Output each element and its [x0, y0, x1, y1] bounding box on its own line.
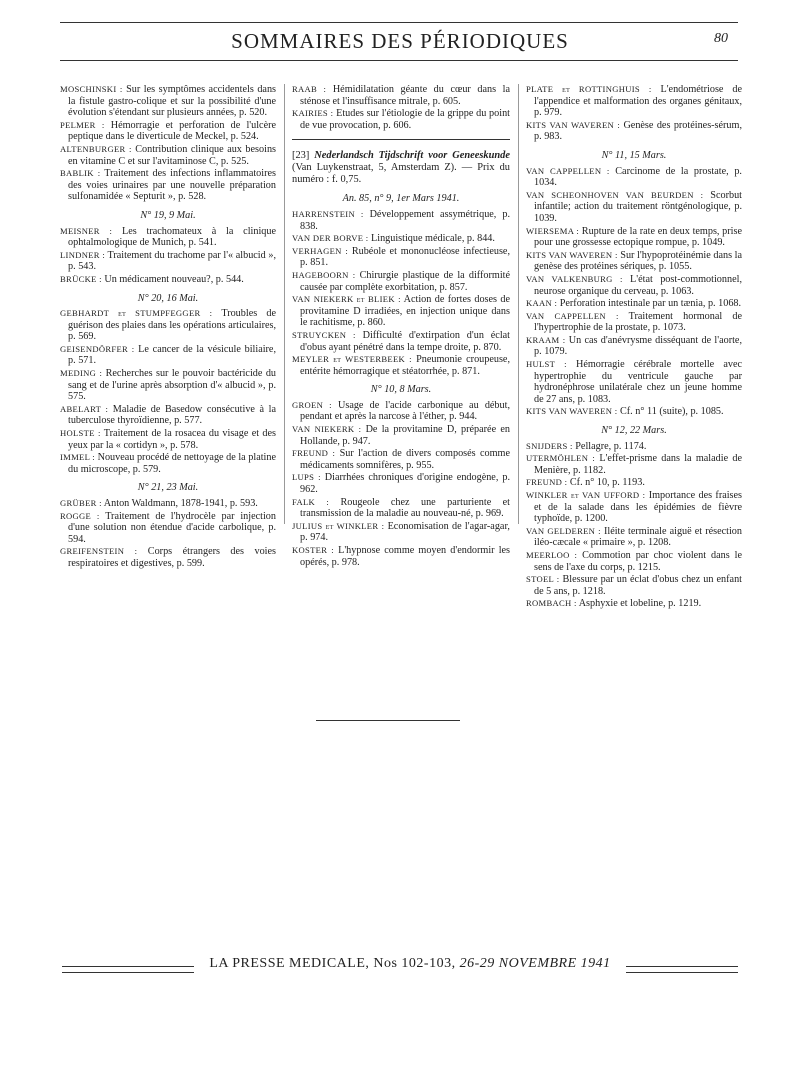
article-title: Difficulté d'extirpation d'un éclat d'obus ayant pénétré dans la tempe droite, p. 870. — [300, 329, 511, 353]
article-title: Hémorragie cérébrale mortelle avec hypertrophie du ventricule gauche par hydronéphrose unilatérale chez un jeune homme de 27 ans, p. 1083. — [534, 359, 743, 405]
article-title: Usage de l'acide carbonique au début, pendant et après la narcose à l'éther, p. 944. — [300, 399, 510, 423]
article-author: RAAB : — [292, 84, 327, 94]
article-author: HARRENSTEIN : — [292, 208, 364, 219]
article-author: MEDING : — [60, 368, 103, 379]
article-author: LINDNER : — [60, 249, 106, 260]
article-author: ABELART : — [60, 403, 109, 414]
article-title: Economisation de l'agar-agar, p. 974. — [300, 520, 510, 544]
article-author: PLATE et ROTTINGHUIS : — [526, 84, 652, 94]
issue-heading: N° 19, 9 Mai. — [140, 209, 196, 221]
article-author: WINKLER et VAN UFFORD : — [526, 490, 646, 500]
article-entry — [292, 233, 510, 245]
article-entry — [60, 404, 276, 427]
article-author: GEBHARDT et STUMPFEGGER : — [60, 308, 213, 319]
article-entry — [60, 452, 276, 475]
header-bottom-rule — [60, 60, 738, 61]
article-title: Le cancer de la vésicule biliaire, p. 571. — [68, 343, 277, 367]
article-title: Linguistique médicale, p. 844. — [371, 233, 495, 245]
column-divider-2 — [518, 84, 519, 524]
issue-heading: N° 10, 8 Mars. — [370, 384, 432, 396]
article-title: Nouveau procédé de nettoyage de la platine du microscope, p. 579. — [68, 452, 277, 475]
article-author: VAN CAPPELLEN : — [526, 165, 610, 176]
article-entry — [292, 108, 510, 131]
article-title: Troubles de guérison des plaies dans les opérations articulaires, p. 569. — [68, 308, 276, 343]
article-title: Etudes sur l'étiologie de la grippe du point de vue provocation, p. 606. — [300, 108, 510, 131]
article-entry — [60, 168, 276, 203]
column-2 — [292, 84, 510, 569]
article-entry — [526, 359, 742, 405]
article-author: HULST : — [526, 359, 567, 370]
article-title: Genèse des protéines-sérum, p. 983. — [534, 119, 742, 143]
article-title: Commotion par choc violent dans le sens de l'axe du corps, p. 1215. — [534, 549, 742, 573]
footer-rule-right — [626, 966, 738, 973]
footer-date: 26-29 NOVEMBRE 1941 — [459, 956, 611, 971]
article-entry — [292, 209, 510, 232]
article-title: Traitement du trachome par l'« albucid », p. 543. — [68, 249, 276, 273]
footer-rule-left — [62, 966, 194, 973]
article-title: L'état post-commotionnel, neurose organique du cerveau, p. 1063. — [534, 273, 742, 297]
article-author: VAN NIEKERK : — [292, 424, 362, 435]
article-entry — [60, 498, 276, 510]
article-entry — [292, 400, 510, 423]
article-title: Diarrhées chroniques d'origine endogène, p. 962. — [300, 472, 511, 496]
article-entry — [60, 226, 276, 249]
article-title: Un cas d'anévrysme disséquant de l'aorte, p. 1079. — [534, 334, 742, 358]
article-entry — [526, 311, 742, 334]
article-author: FREUND : — [526, 477, 568, 488]
article-entry — [526, 453, 742, 476]
article-author: MEISNER : — [60, 225, 113, 236]
article-entry — [292, 354, 510, 377]
article-author: WIERSEMA : — [526, 225, 580, 236]
article-author: IMMEL : — [60, 452, 95, 463]
article-title: Cf. n° 11 (suite), p. 1085. — [619, 406, 724, 418]
article-title: Asphyxie et lobeline, p. 1219. — [578, 598, 702, 610]
article-entry — [292, 497, 510, 520]
article-author: KITS VAN WAVEREN : — [526, 119, 621, 130]
article-title: Cf. n° 10, p. 1193. — [569, 477, 645, 489]
article-author: STRUYCKEN : — [292, 329, 356, 340]
article-entry — [526, 190, 742, 225]
article-title: Action de fortes doses de provitamine D irradiées, en injection unique dans le rachitisme, p. 860. — [300, 294, 510, 329]
article-entry — [526, 335, 742, 358]
article-entry — [526, 166, 742, 189]
article-entry — [292, 270, 510, 293]
article-entry — [526, 274, 742, 297]
article-title: Carcinome de la prostate, p. 1034. — [534, 165, 742, 189]
article-title: L'endométriose de l'appendice et malformation des organes génitaux, p. 979. — [534, 84, 742, 119]
article-entry — [292, 246, 510, 269]
article-author: VAN GELDEREN : — [526, 525, 601, 536]
article-title: De la provitamine D, préparée en Hollande, p. 947. — [300, 424, 510, 447]
article-author: LUPS : — [292, 472, 321, 483]
article-title: Sur l'hypoprotéinémie dans la genèse des protéines sériques, p. 1055. — [534, 249, 743, 273]
article-author: VAN CAPPELLEN : — [526, 310, 619, 321]
article-author: KITS VAN WAVEREN : — [526, 249, 618, 260]
article-title: Importance des fraises et de la salade dans les épidémies de fièvre typhoïde, p. 1200. — [534, 490, 743, 525]
page-number: 80 — [714, 31, 728, 46]
article-title: Scorbut infantile; action du traitement röntgénologique, p. 1039. — [534, 189, 742, 224]
column-divider-1 — [284, 84, 285, 524]
article-title: Hémidilatation géante du cœur dans la sténose et l'insuffisance mitrale, p. 605. — [300, 84, 510, 107]
article-entry — [292, 84, 510, 107]
article-author: JULIUS et WINKLER : — [292, 520, 385, 531]
article-entry — [60, 511, 276, 546]
article-entry — [60, 250, 276, 273]
article-title: Perforation intestinale par un tænia, p. 1068. — [559, 298, 742, 310]
footer-journal: LA PRESSE MEDICALE, — [209, 956, 370, 971]
article-entry — [292, 521, 510, 544]
article-entry — [60, 120, 276, 143]
issue-heading: N° 12, 22 Mars. — [601, 425, 667, 437]
article-author: KRAAM : — [526, 334, 566, 345]
article-author: GROEN : — [292, 399, 332, 410]
article-title: Rubéole et mononucléose infectieuse, p. 851. — [300, 245, 510, 269]
article-author: KOSTER : — [292, 545, 334, 555]
column-3 — [526, 84, 742, 611]
article-author: MOSCHINSKI : — [60, 84, 123, 94]
issue-heading: N° 21, 23 Mai. — [137, 482, 199, 494]
article-entry — [526, 574, 742, 597]
article-author: PELMER : — [60, 119, 105, 130]
article-entry — [60, 428, 276, 451]
footer-issue: Nos 102-103, — [373, 956, 456, 971]
article-author: FALK : — [292, 496, 330, 507]
article-entry — [526, 298, 742, 310]
article-entry — [60, 546, 276, 569]
article-author: VAN NIEKERK et BLIEK : — [292, 294, 401, 305]
article-title: Blessure par un éclat d'obus chez un enfant de 5 ans, p. 1218. — [534, 574, 742, 597]
article-entry — [526, 441, 742, 453]
article-entry — [60, 308, 276, 343]
journal-header — [292, 150, 510, 186]
article-title: Traitement de l'hydrocèle par injection d'une solution non étendue d'acide carbolique, p. 594. — [68, 510, 276, 545]
article-title: Traitement hormonal de l'hypertrophie de la prostate, p. 1073. — [534, 310, 742, 334]
article-title: Développement assymétrique, p. 838. — [300, 208, 510, 232]
article-entry — [526, 406, 742, 418]
article-author: STOEL : — [526, 574, 560, 585]
article-entry — [292, 472, 510, 495]
journal-separator — [292, 139, 510, 140]
article-title: Les trachomateux à la clinique ophtalmologique de Munich, p. 541. — [68, 225, 276, 249]
article-title: Sur l'action de divers composés comme médicaments somnifères, p. 955. — [300, 448, 510, 471]
page-divider-rule — [316, 720, 460, 721]
article-title: Corps étrangers des voies respiratoires et digestives, p. 599. — [68, 546, 276, 569]
issue-heading: N° 11, 15 Mars. — [601, 149, 667, 161]
article-title: Hémorragie et perforation de l'ulcère peptique dans le diverticule de Meckel, p. 524. — [68, 119, 277, 143]
article-author: SNIJDERS : — [526, 440, 573, 451]
article-title: Chirurgie plastique de la difformité causée par complète exorbitation, p. 857. — [300, 269, 510, 293]
article-author: MEYLER et WESTERBEEK : — [292, 354, 412, 365]
journal-details: (Van Luykenstraat, 5, Amsterdam Z). — Prix du numéro : f. 0,75. — [292, 162, 510, 186]
article-title: L'hypnose comme moyen d'endormir les opérés, p. 978. — [300, 545, 511, 568]
article-author: FREUND : — [292, 448, 336, 459]
article-author: MEERLOO : — [526, 549, 578, 560]
article-title: Maladie de Basedow consécutive à la tuberculose thyroïdienne, p. 577. — [68, 403, 276, 427]
article-entry — [526, 598, 742, 610]
article-entry — [526, 490, 742, 525]
article-entry — [292, 424, 510, 447]
article-author: ROMBACH : — [526, 598, 577, 609]
article-author: VAN VALKENBURG : — [526, 273, 623, 284]
article-entry — [292, 545, 510, 568]
article-title: Contribution clinique aux besoins en vitamine C et sur l'avitaminose C, p. 525. — [68, 143, 276, 167]
article-title: L'effet-prisme dans la maladie de Menière, p. 1182. — [534, 453, 742, 476]
article-entry — [526, 226, 742, 249]
article-entry — [60, 84, 276, 119]
article-author: VAN SCHEONHOVEN VAN BEURDEN : — [526, 189, 704, 200]
article-author: ALTENBURGER : — [60, 143, 132, 154]
article-entry — [60, 274, 276, 286]
footer-citation — [200, 956, 620, 972]
article-title: Anton Waldmann, 1878-1941, p. 593. — [103, 498, 258, 509]
page-title: SOMMAIRES DES PÉRIODIQUES — [231, 29, 569, 53]
article-title: Traitement des infections inflammatoires des voies urinaires par une nouvelle préparation sulfonamidée « Septurit », p. 528. — [68, 168, 276, 203]
article-entry — [526, 550, 742, 573]
article-entry — [292, 448, 510, 471]
article-title: Pellagre, p. 1174. — [575, 440, 647, 452]
article-author: BABLIK : — [60, 168, 101, 179]
issue-heading: An. 85, n° 9, 1er Mars 1941. — [342, 193, 460, 205]
article-author: VERHAGEN : — [292, 245, 349, 256]
article-entry — [526, 250, 742, 273]
article-entry — [60, 368, 276, 403]
header-top-rule — [60, 22, 738, 23]
article-author: VAN DER BORVE : — [292, 233, 369, 244]
article-entry — [526, 120, 742, 143]
article-title: Sur les symptômes accidentels dans la fistule gastro-colique et sur la possibilité d'une évolution s'étendant sur plusieurs années, p. 520. — [68, 84, 277, 119]
article-author: HAGEBOORN : — [292, 269, 356, 280]
article-title: Pneumonie croupeuse, entérite hémorragique et stéatorrhée, p. 871. — [300, 354, 511, 377]
issue-heading: N° 20, 16 Mai. — [137, 292, 199, 304]
journal-number: [23] — [292, 150, 310, 162]
article-author: UTERMÖHLEN : — [526, 453, 596, 464]
article-author: KAAN : — [526, 298, 558, 309]
article-title: Iléite terminale aiguë et résection iléo-cæcale « primaire », p. 1208. — [534, 525, 742, 549]
article-title: Recherches sur le pouvoir bactéricide du sang et de l'urine après absorption d'« albucid », p. 575. — [68, 368, 277, 403]
journal-name: Nederlandsch Tijdschrift voor Geneeskunde — [314, 150, 510, 162]
article-author: BRÜCKE : — [60, 273, 102, 284]
article-title: Rougeole chez une parturiente et transmission de la maladie au nouveau-né, p. 969. — [300, 496, 511, 520]
column-1 — [60, 84, 276, 571]
article-entry — [526, 84, 742, 119]
article-title: Un médicament nouveau?, p. 544. — [104, 273, 244, 285]
article-entry — [292, 330, 510, 353]
article-author: GRÜBER : — [60, 498, 102, 508]
article-author: ROGGE : — [60, 510, 100, 521]
article-entry — [60, 344, 276, 367]
article-entry — [526, 526, 742, 549]
article-author: KITS VAN WAVEREN : — [526, 406, 618, 417]
article-title: Traitement de la rosacea du visage et des yeux par la « cortidyn », p. 578. — [68, 428, 276, 451]
article-author: HOLSTE : — [60, 428, 101, 439]
article-author: GEISENDÖRFER : — [60, 343, 135, 354]
article-title: Rupture de la rate en deux temps, prise pour une grossesse ectopique rompue, p. 1049. — [534, 225, 742, 249]
article-entry — [60, 144, 276, 167]
article-author: GREIFENSTEIN : — [60, 546, 138, 557]
article-author: KAIRIES : — [292, 108, 334, 119]
article-entry — [292, 294, 510, 329]
article-entry — [526, 477, 742, 489]
